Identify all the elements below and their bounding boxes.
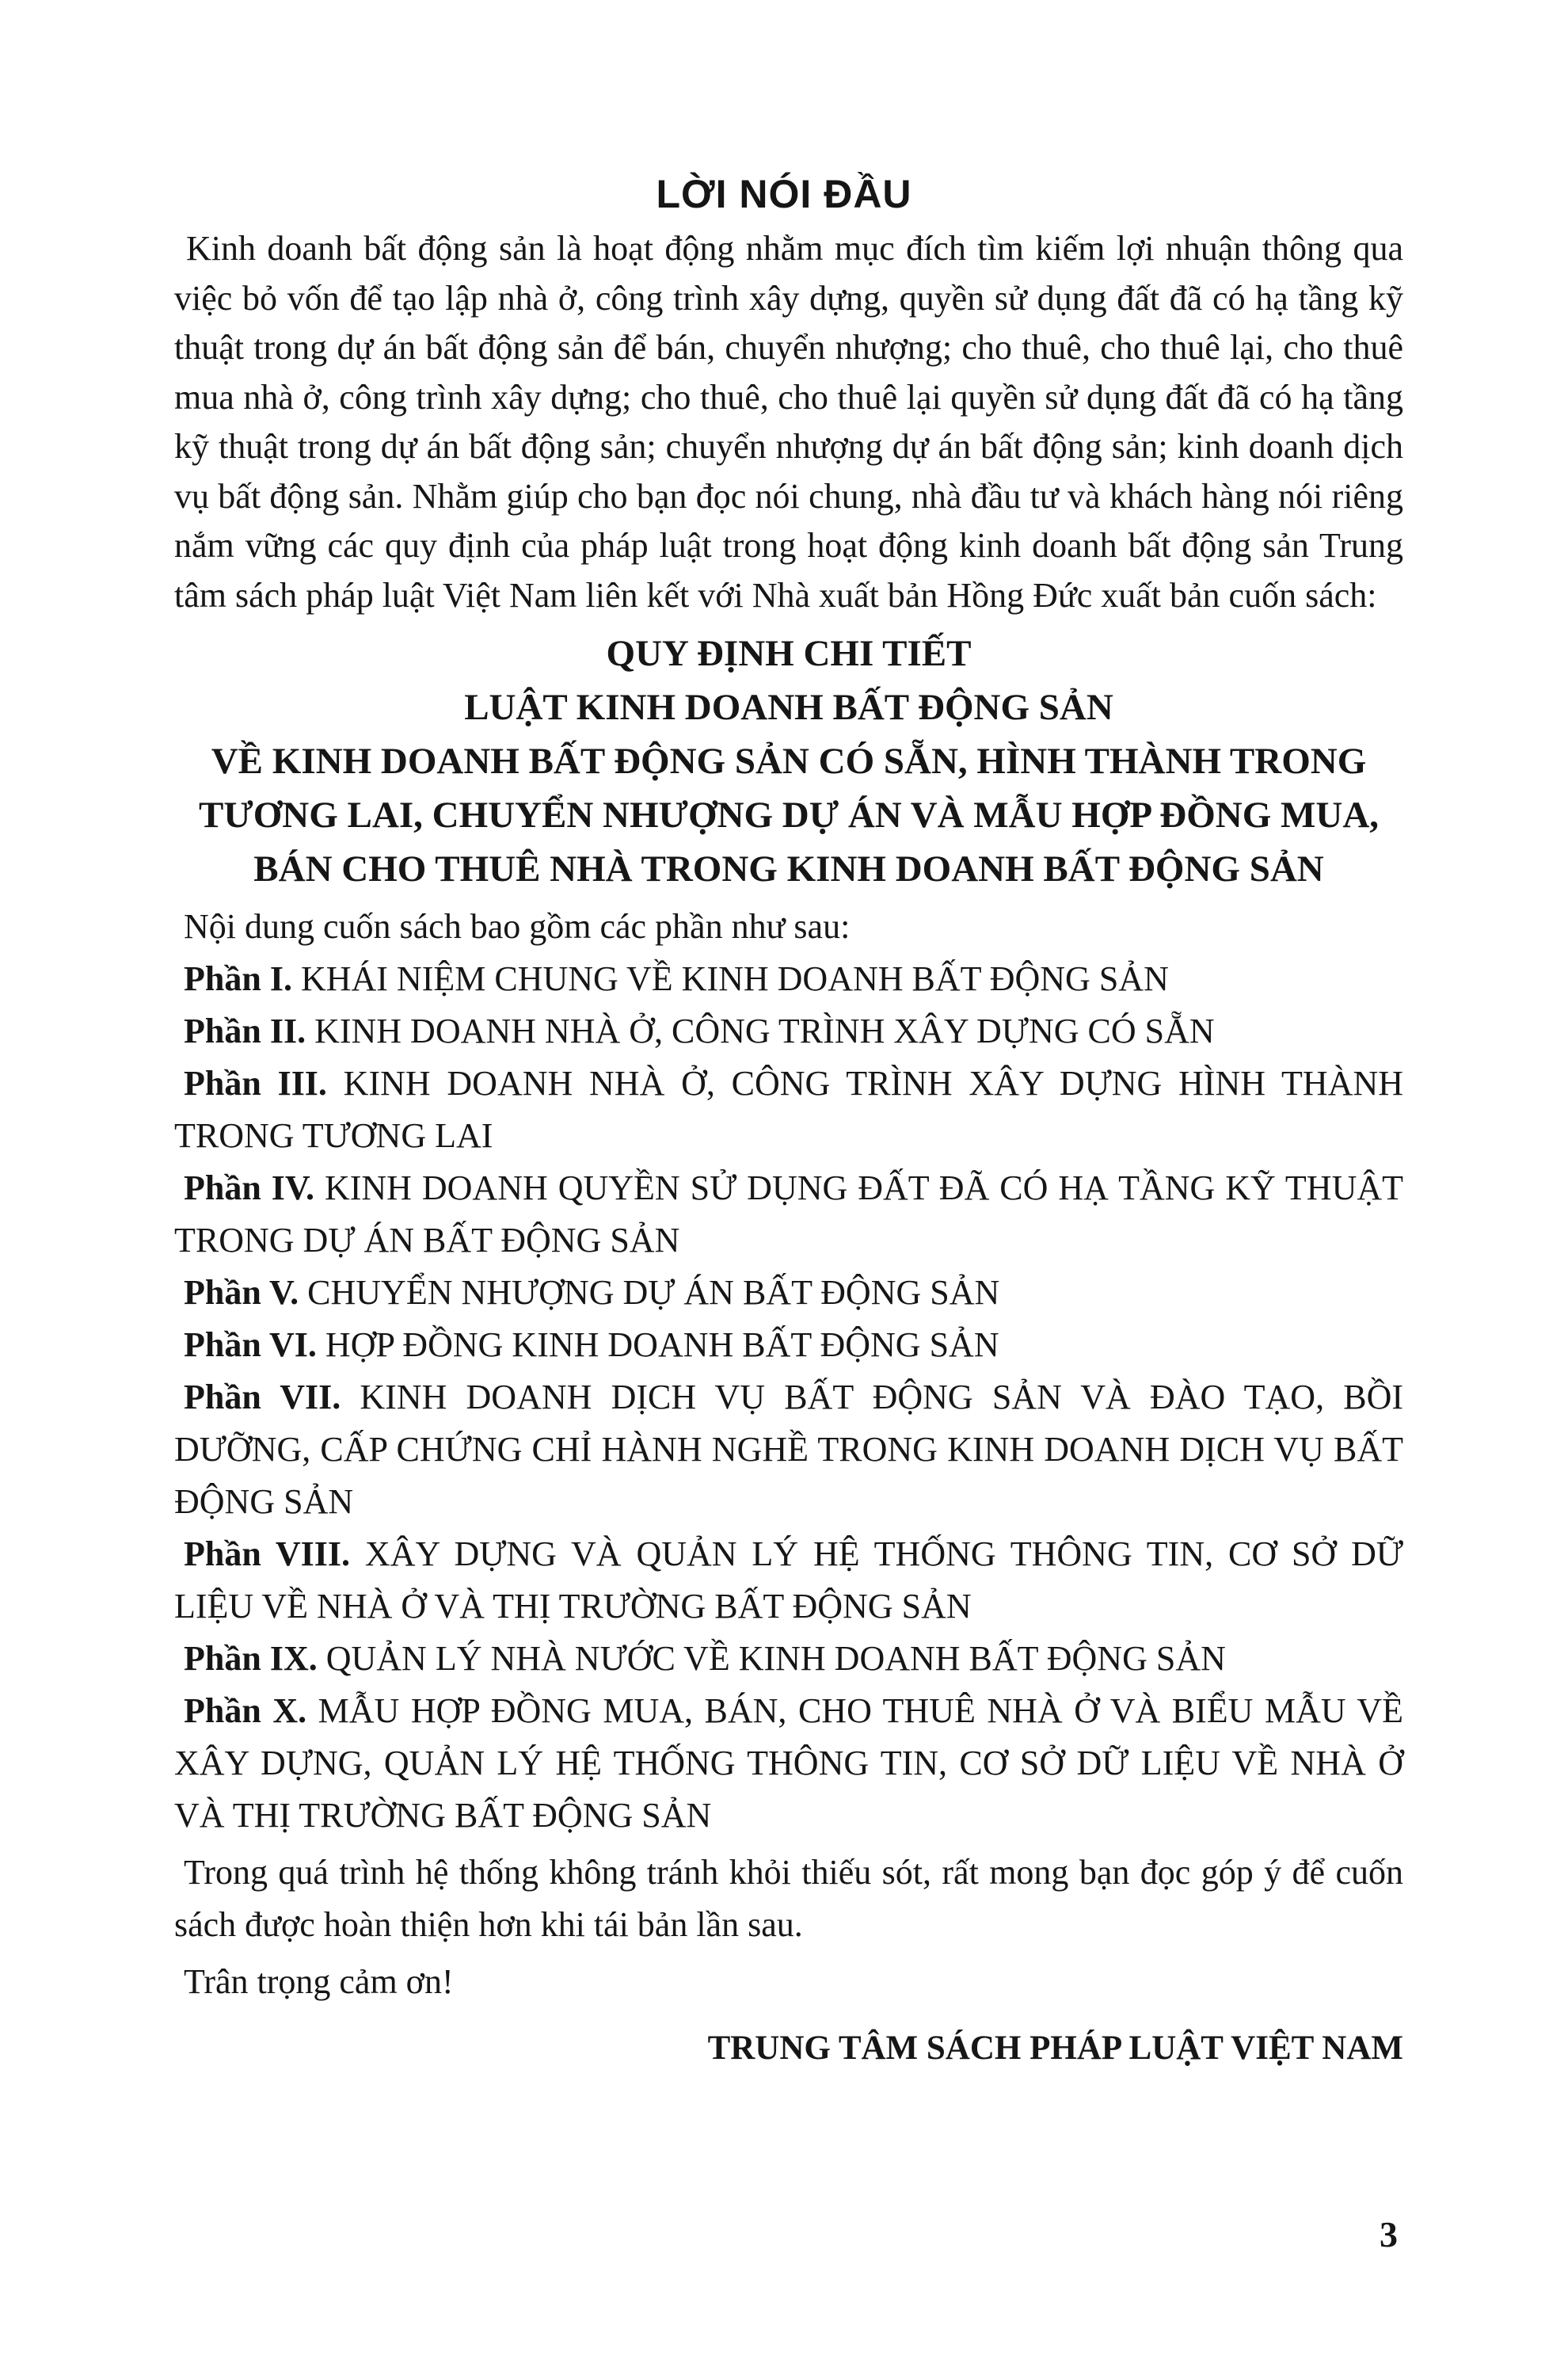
part-item (174, 1058, 1403, 1162)
part-text: HỢP ĐỒNG KINH DOANH BẤT ĐỘNG SẢN (316, 1325, 999, 1364)
parts-list (174, 953, 1403, 1842)
part-label: Phần III. (184, 1064, 327, 1103)
part-item (174, 1267, 1403, 1319)
contents-intro: Nội dung cuốn sách bao gồm các phần như sau: (184, 907, 851, 946)
part-text: KINH DOANH NHÀ Ở, CÔNG TRÌNH XÂY DỰNG CÓ SẴN (306, 1012, 1215, 1050)
part-item (174, 953, 1403, 1005)
part-text: QUẢN LÝ NHÀ NƯỚC VỀ KINH DOANH BẤT ĐỘNG SẢN (317, 1639, 1226, 1678)
page-heading: LỜI NÓI ĐẦU (656, 172, 912, 216)
part-item (174, 1319, 1403, 1371)
part-label: Phần V. (184, 1273, 299, 1312)
book-title-line-4: TƯƠNG LAI, CHUYỂN NHƯỢNG DỰ ÁN VÀ MẪU HỢP ĐỒNG MUA, (198, 795, 1380, 836)
book-title-line-1: QUY ĐỊNH CHI TIẾT (606, 633, 972, 674)
intro-paragraph: Kinh doanh bất động sản là hoạt động nhằm mục đích tìm kiếm lợi nhuận thông qua việc bỏ vốn để tạo lập nhà ở, công trình xây dựng, quyền sử dụng đất đã có hạ tầng kỹ thuật trong dự án bất động sản để bán, chuyển nhượng; cho thuê, cho thuê lại, cho thuê mua nhà ở, công trình xây dựng; cho thuê, cho thuê lại quyền sử dụng đất đã có hạ tầng kỹ thuật trong dự án bất động sản; chuyển nhượng dự án bất động sản; kinh doanh dịch vụ bất động sản. Nhằm giúp cho bạn đọc nói chung, nhà đầu tư và khách hàng nói riêng nắm vững các quy định của pháp luật trong hoạt động kinh doanh bất động sản Trung tâm sách pháp luật Việt Nam liên kết với Nhà xuất bản Hồng Đức xuất bản cuốn sách: (174, 229, 1403, 615)
book-title (174, 627, 1403, 896)
part-item (174, 1162, 1403, 1267)
page-number: 3 (1380, 2214, 1398, 2255)
part-text: MẪU HỢP ĐỒNG MUA, BÁN, CHO THUÊ NHÀ Ở VÀ BIỂU MẪU VỀ XÂY DỰNG, QUẢN LÝ HỆ THỐNG THÔNG TIN, CƠ SỞ DỮ LIỆU VỀ NHÀ Ở VÀ THỊ TRƯỜNG BẤT ĐỘNG SẢN (174, 1691, 1403, 1835)
part-item (174, 1528, 1403, 1633)
part-label: Phần VI. (184, 1325, 317, 1364)
part-label: Phần IV. (184, 1168, 314, 1207)
part-text: XÂY DỰNG VÀ QUẢN LÝ HỆ THỐNG THÔNG TIN, CƠ SỞ DỮ LIỆU VỀ NHÀ Ở VÀ THỊ TRƯỜNG BẤT ĐỘNG SẢN (174, 1534, 1403, 1626)
part-item (174, 1371, 1403, 1528)
part-label: Phần I. (184, 959, 292, 998)
part-item (174, 1633, 1403, 1685)
part-label: Phần VIII. (184, 1534, 351, 1573)
thanks-line: Trân trọng cảm ơn! (184, 1962, 454, 2001)
part-label: Phần IX. (184, 1639, 318, 1678)
book-title-line-3: VỀ KINH DOANH BẤT ĐỘNG SẢN CÓ SẴN, HÌNH THÀNH TRONG (211, 741, 1367, 782)
part-label: Phần II. (184, 1012, 306, 1050)
document-body (174, 224, 1403, 2075)
book-title-line-5: BÁN CHO THUÊ NHÀ TRONG KINH DOANH BẤT ĐỘNG SẢN (253, 848, 1324, 890)
book-title-line-2: LUẬT KINH DOANH BẤT ĐỘNG SẢN (464, 687, 1113, 728)
part-text: KINH DOANH QUYỀN SỬ DỤNG ĐẤT ĐÃ CÓ HẠ TẦNG KỸ THUẬT TRONG DỰ ÁN BẤT ĐỘNG SẢN (174, 1168, 1403, 1260)
part-item (174, 1005, 1403, 1058)
part-text: KINH DOANH DỊCH VỤ BẤT ĐỘNG SẢN VÀ ĐÀO TẠO, BỒI DƯỠNG, CẤP CHỨNG CHỈ HÀNH NGHỀ TRONG KINH DOANH DỊCH VỤ BẤT ĐỘNG SẢN (174, 1378, 1404, 1521)
part-label: Phần X. (184, 1691, 307, 1730)
part-text: CHUYỂN NHƯỢNG DỰ ÁN BẤT ĐỘNG SẢN (299, 1273, 1000, 1312)
part-item (174, 1685, 1403, 1842)
closing-paragraph: Trong quá trình hệ thống không tránh khỏi thiếu sót, rất mong bạn đọc góp ý để cuốn sách được hoàn thiện hơn khi tái bản lần sau. (174, 1853, 1403, 1944)
part-label: Phần VII. (184, 1378, 341, 1416)
signature: TRUNG TÂM SÁCH PHÁP LUẬT VIỆT NAM (707, 2030, 1403, 2067)
part-text: KINH DOANH NHÀ Ở, CÔNG TRÌNH XÂY DỰNG HÌNH THÀNH TRONG TƯƠNG LAI (174, 1064, 1403, 1155)
part-text: KHÁI NIỆM CHUNG VỀ KINH DOANH BẤT ĐỘNG SẢN (291, 959, 1169, 998)
